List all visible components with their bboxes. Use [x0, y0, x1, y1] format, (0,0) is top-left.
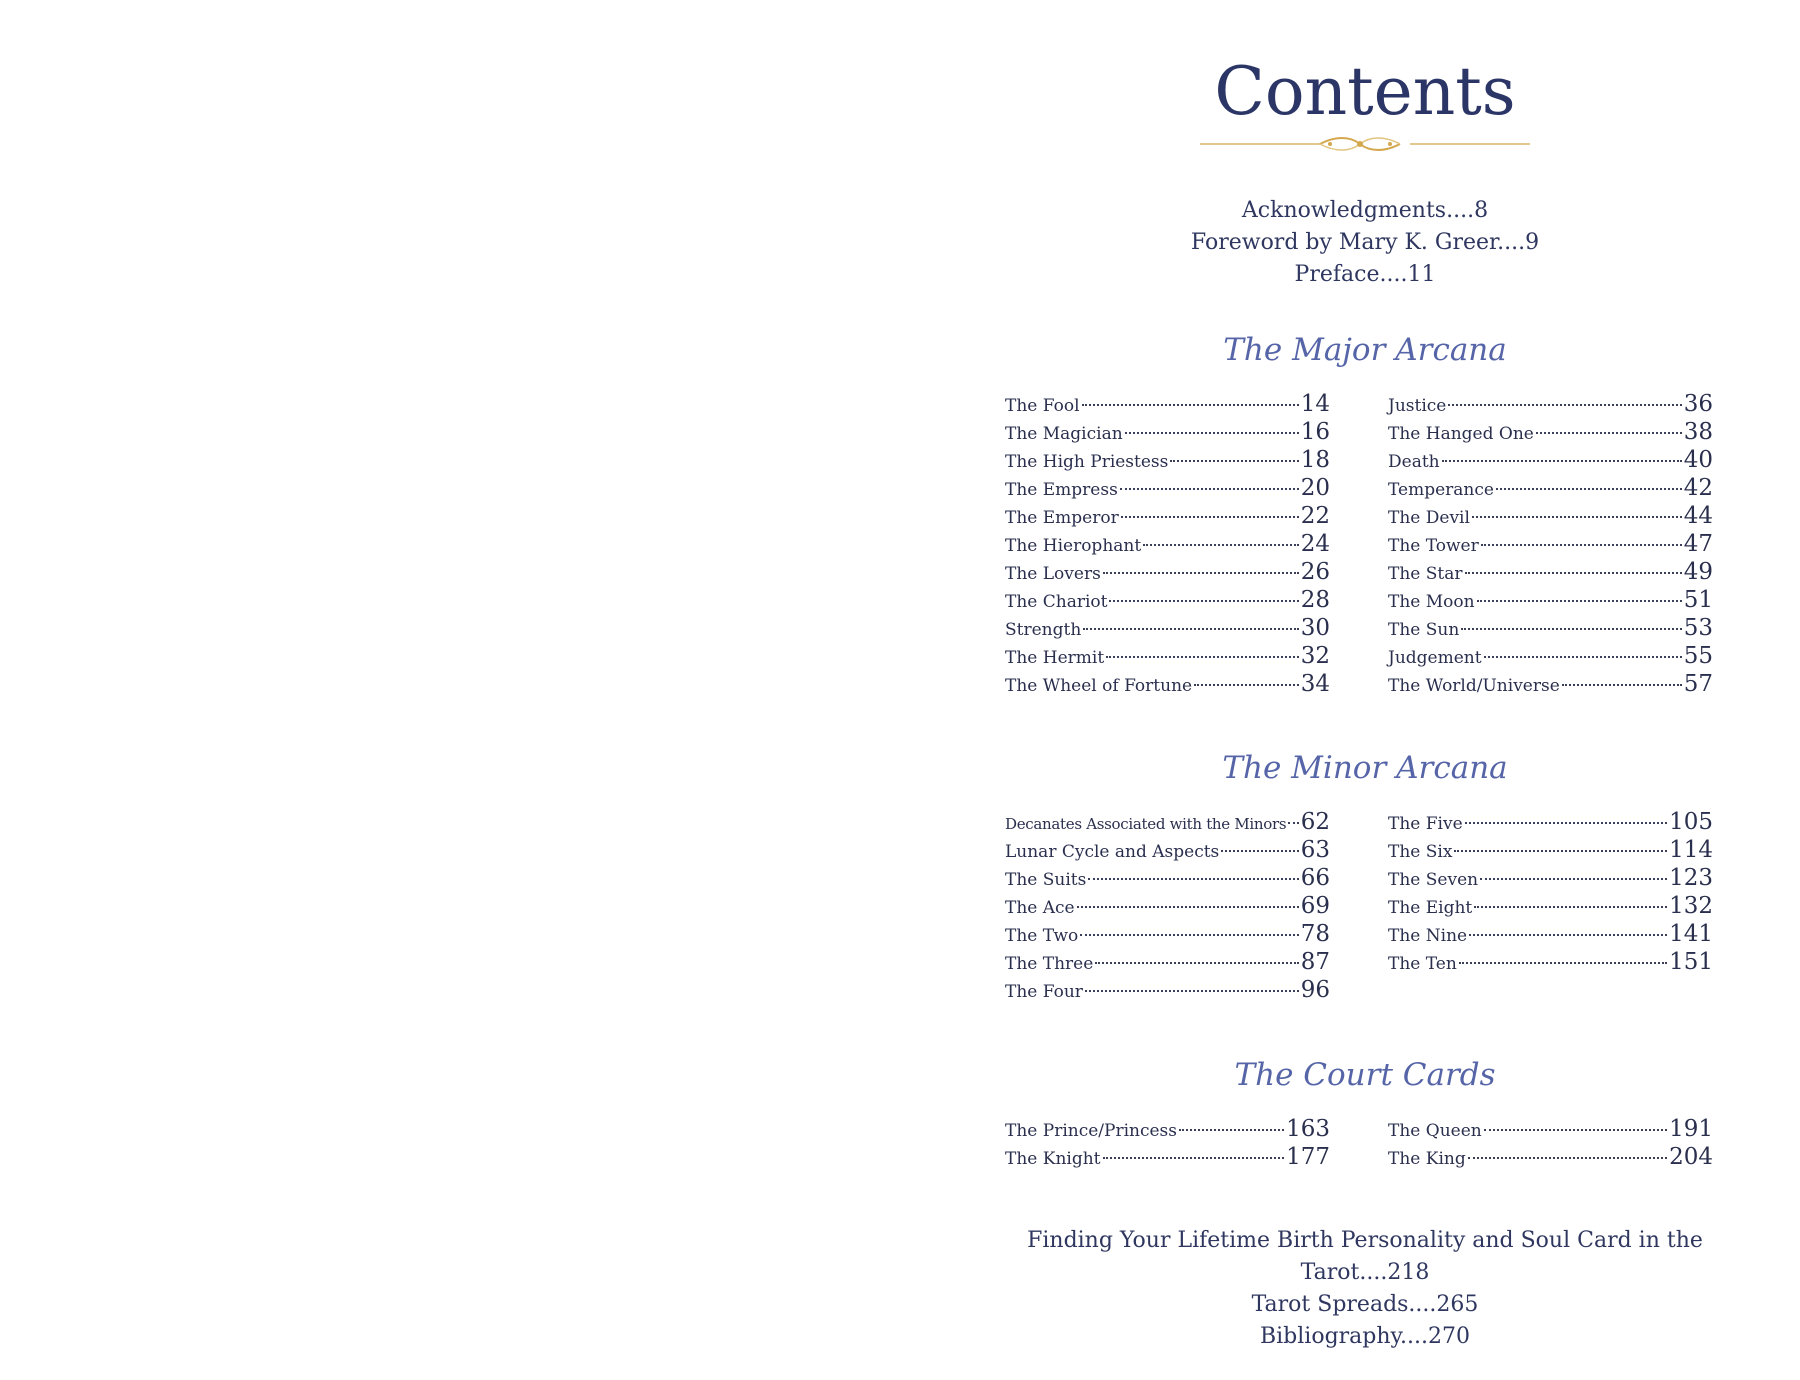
back-matter-item: Tarot Spreads....265	[1251, 1292, 1479, 1317]
court-cards-heading: The Court Cards	[1234, 1057, 1496, 1093]
toc-entry	[1388, 836, 1713, 864]
toc-entry-page: 96	[1300, 977, 1330, 1003]
minor-arcana-heading: The Minor Arcana	[1222, 750, 1508, 786]
toc-entry	[1388, 864, 1713, 892]
dot-leader	[1080, 934, 1298, 936]
toc-entry	[1388, 390, 1713, 418]
toc-entry-label: The Six	[1388, 842, 1453, 862]
toc-entry-page: 87	[1300, 949, 1330, 975]
toc-entry-label: The Chariot	[1005, 592, 1108, 612]
toc-entry-label: The Suits	[1005, 870, 1087, 890]
minor-arcana-left-column	[1005, 808, 1330, 1004]
toc-entry-label: The Hierophant	[1005, 536, 1142, 556]
dot-leader	[1496, 488, 1682, 490]
dot-leader	[1103, 572, 1299, 574]
toc-entry-page: 30	[1300, 615, 1330, 641]
toc-entry	[1388, 642, 1713, 670]
toc-entry-label: The Hermit	[1005, 648, 1105, 668]
back-matter-item: Finding Your Lifetime Birth Personality and Soul Card in the Tarot....218	[1027, 1228, 1703, 1285]
toc-entry-label: The Queen	[1388, 1121, 1482, 1141]
dot-leader	[1143, 544, 1299, 546]
toc-entry	[1005, 836, 1330, 864]
toc-entry-page: 47	[1683, 531, 1713, 557]
major-arcana-left-column	[1005, 390, 1330, 698]
toc-entry-label: The Devil	[1388, 508, 1470, 528]
toc-entry-label: Death	[1388, 452, 1440, 472]
dot-leader	[1077, 906, 1299, 908]
dot-leader	[1125, 432, 1299, 434]
dot-leader	[1442, 460, 1682, 462]
toc-entry-label: The King	[1388, 1149, 1466, 1169]
toc-entry-label: The Ace	[1005, 898, 1075, 918]
toc-entry	[1388, 948, 1713, 976]
dot-leader	[1194, 684, 1299, 686]
toc-entry	[1005, 948, 1330, 976]
toc-entry-page: 63	[1300, 837, 1330, 863]
toc-entry-label: The Emperor	[1005, 508, 1119, 528]
dot-leader	[1480, 878, 1667, 880]
toc-entry-page: 132	[1669, 893, 1713, 919]
toc-entry	[1005, 390, 1330, 418]
toc-entry-page: 14	[1300, 391, 1330, 417]
dot-leader	[1288, 822, 1298, 824]
dot-leader	[1562, 684, 1682, 686]
dot-leader	[1474, 906, 1667, 908]
toc-entry	[1005, 614, 1330, 642]
toc-entry-label: Judgement	[1388, 648, 1482, 668]
toc-entry-label: The Magician	[1005, 424, 1123, 444]
major-arcana-heading: The Major Arcana	[1223, 332, 1507, 368]
dot-leader	[1120, 488, 1299, 490]
major-arcana-right-column	[1388, 390, 1713, 698]
dot-leader	[1088, 878, 1298, 880]
toc-entry-label: The Star	[1388, 564, 1463, 584]
ornamental-divider-icon	[1200, 134, 1530, 154]
dot-leader	[1448, 404, 1681, 406]
contents-page	[1005, 0, 1725, 1380]
toc-entry-page: 62	[1300, 809, 1330, 835]
toc-entry	[1005, 530, 1330, 558]
toc-entry	[1388, 474, 1713, 502]
dot-leader	[1484, 656, 1682, 658]
dot-leader	[1536, 432, 1682, 434]
toc-entry-label: The Sun	[1388, 620, 1460, 640]
toc-entry	[1005, 920, 1330, 948]
toc-entry-page: 38	[1683, 419, 1713, 445]
toc-entry-page: 20	[1300, 475, 1330, 501]
toc-entry-page: 49	[1683, 559, 1713, 585]
dot-leader	[1477, 600, 1682, 602]
toc-entry-label: Justice	[1388, 396, 1447, 416]
dot-leader	[1109, 600, 1298, 602]
toc-entry-label: Temperance	[1388, 480, 1494, 500]
dot-leader	[1106, 656, 1299, 658]
toc-entry	[1388, 920, 1713, 948]
toc-entry-page: 36	[1683, 391, 1713, 417]
front-matter-item: Foreword by Mary K. Greer....9	[1190, 230, 1540, 255]
toc-entry	[1388, 446, 1713, 474]
toc-entry	[1005, 558, 1330, 586]
toc-entry-page: 57	[1683, 671, 1713, 697]
toc-entry	[1388, 502, 1713, 530]
back-matter	[1005, 1225, 1725, 1353]
dot-leader	[1461, 628, 1681, 630]
toc-entry-page: 55	[1683, 643, 1713, 669]
toc-entry-page: 191	[1669, 1116, 1713, 1142]
dot-leader	[1465, 572, 1682, 574]
dot-leader	[1472, 516, 1682, 518]
dot-leader	[1170, 460, 1298, 462]
minor-arcana-right-column	[1388, 808, 1713, 976]
toc-entry	[1388, 1143, 1713, 1171]
toc-entry-page: 66	[1300, 865, 1330, 891]
toc-entry	[1005, 474, 1330, 502]
toc-entry-page: 114	[1669, 837, 1713, 863]
toc-entry-label: The Wheel of Fortune	[1005, 676, 1193, 696]
toc-entry	[1388, 558, 1713, 586]
toc-entry-page: 42	[1683, 475, 1713, 501]
toc-entry-page: 204	[1669, 1144, 1713, 1170]
dot-leader	[1082, 404, 1299, 406]
page-title: Contents	[1214, 53, 1516, 130]
toc-entry-label: The Four	[1005, 982, 1083, 1002]
dot-leader	[1103, 1157, 1285, 1159]
front-matter-item: Acknowledgments....8	[1241, 198, 1489, 223]
toc-entry	[1005, 586, 1330, 614]
dot-leader	[1469, 934, 1667, 936]
toc-entry	[1005, 446, 1330, 474]
toc-entry	[1388, 418, 1713, 446]
dot-leader	[1481, 544, 1682, 546]
dot-leader	[1121, 516, 1299, 518]
toc-entry	[1388, 614, 1713, 642]
toc-entry-page: 18	[1300, 447, 1330, 473]
dot-leader	[1095, 962, 1298, 964]
toc-entry-page: 53	[1683, 615, 1713, 641]
front-matter	[1005, 195, 1725, 291]
toc-entry	[1005, 418, 1330, 446]
front-matter-item: Preface....11	[1294, 262, 1436, 287]
toc-entry-label: The High Priestess	[1005, 452, 1169, 472]
toc-entry-label: The Ten	[1388, 954, 1457, 974]
toc-entry-page: 16	[1300, 419, 1330, 445]
toc-entry-label: Lunar Cycle and Aspects	[1005, 842, 1220, 862]
toc-entry-page: 151	[1669, 949, 1713, 975]
toc-entry	[1005, 642, 1330, 670]
toc-entry-label: The Prince/Princess	[1005, 1121, 1177, 1141]
dot-leader	[1221, 850, 1298, 852]
toc-entry	[1005, 670, 1330, 698]
toc-entry	[1005, 892, 1330, 920]
toc-entry-page: 22	[1300, 503, 1330, 529]
toc-entry-label: The Five	[1388, 814, 1463, 834]
toc-entry-label: The Nine	[1388, 926, 1468, 946]
toc-entry-label: The Seven	[1388, 870, 1479, 890]
toc-entry-label: Strength	[1005, 620, 1082, 640]
toc-entry-page: 51	[1683, 587, 1713, 613]
dot-leader	[1484, 1129, 1667, 1131]
dot-leader	[1465, 822, 1667, 824]
back-matter-item: Bibliography....270	[1259, 1324, 1471, 1349]
toc-entry-page: 163	[1286, 1116, 1330, 1142]
toc-entry-page: 123	[1669, 865, 1713, 891]
toc-entry	[1005, 864, 1330, 892]
toc-entry-page: 34	[1300, 671, 1330, 697]
toc-entry-page: 105	[1669, 809, 1713, 835]
toc-entry-page: 177	[1286, 1144, 1330, 1170]
dot-leader	[1459, 962, 1667, 964]
toc-entry-label: The Hanged One	[1388, 424, 1534, 444]
toc-entry-page: 24	[1300, 531, 1330, 557]
toc-entry-label: The World/Universe	[1388, 676, 1560, 696]
toc-entry	[1388, 808, 1713, 836]
toc-entry-label: The Eight	[1388, 898, 1473, 918]
toc-entry	[1388, 670, 1713, 698]
toc-entry	[1388, 586, 1713, 614]
dot-leader	[1468, 1157, 1667, 1159]
toc-entry-label: The Lovers	[1005, 564, 1101, 584]
dot-leader	[1083, 628, 1298, 630]
toc-entry	[1005, 502, 1330, 530]
court-cards-left-column	[1005, 1115, 1330, 1171]
toc-entry	[1005, 1115, 1330, 1143]
toc-entry	[1388, 530, 1713, 558]
toc-entry-label: The Fool	[1005, 396, 1080, 416]
dot-leader	[1179, 1129, 1284, 1131]
toc-entry-page: 40	[1683, 447, 1713, 473]
toc-entry-page: 32	[1300, 643, 1330, 669]
toc-entry-label: The Two	[1005, 926, 1079, 946]
toc-entry-page: 69	[1300, 893, 1330, 919]
toc-entry-label: Decanates Associated with the Minors	[1005, 815, 1287, 833]
dot-leader	[1454, 850, 1667, 852]
toc-entry-page: 28	[1300, 587, 1330, 613]
toc-entry	[1388, 892, 1713, 920]
court-cards-right-column	[1388, 1115, 1713, 1171]
toc-entry-page: 141	[1669, 921, 1713, 947]
toc-entry-page: 26	[1300, 559, 1330, 585]
dot-leader	[1085, 990, 1299, 992]
toc-entry-label: The Moon	[1388, 592, 1475, 612]
toc-entry-page: 78	[1300, 921, 1330, 947]
toc-entry-page: 44	[1683, 503, 1713, 529]
toc-entry	[1005, 808, 1330, 836]
toc-entry	[1005, 1143, 1330, 1171]
toc-entry-label: The Empress	[1005, 480, 1118, 500]
toc-entry	[1388, 1115, 1713, 1143]
toc-entry-label: The Tower	[1388, 536, 1479, 556]
toc-entry-label: The Knight	[1005, 1149, 1101, 1169]
toc-entry-label: The Three	[1005, 954, 1094, 974]
toc-entry	[1005, 976, 1330, 1004]
